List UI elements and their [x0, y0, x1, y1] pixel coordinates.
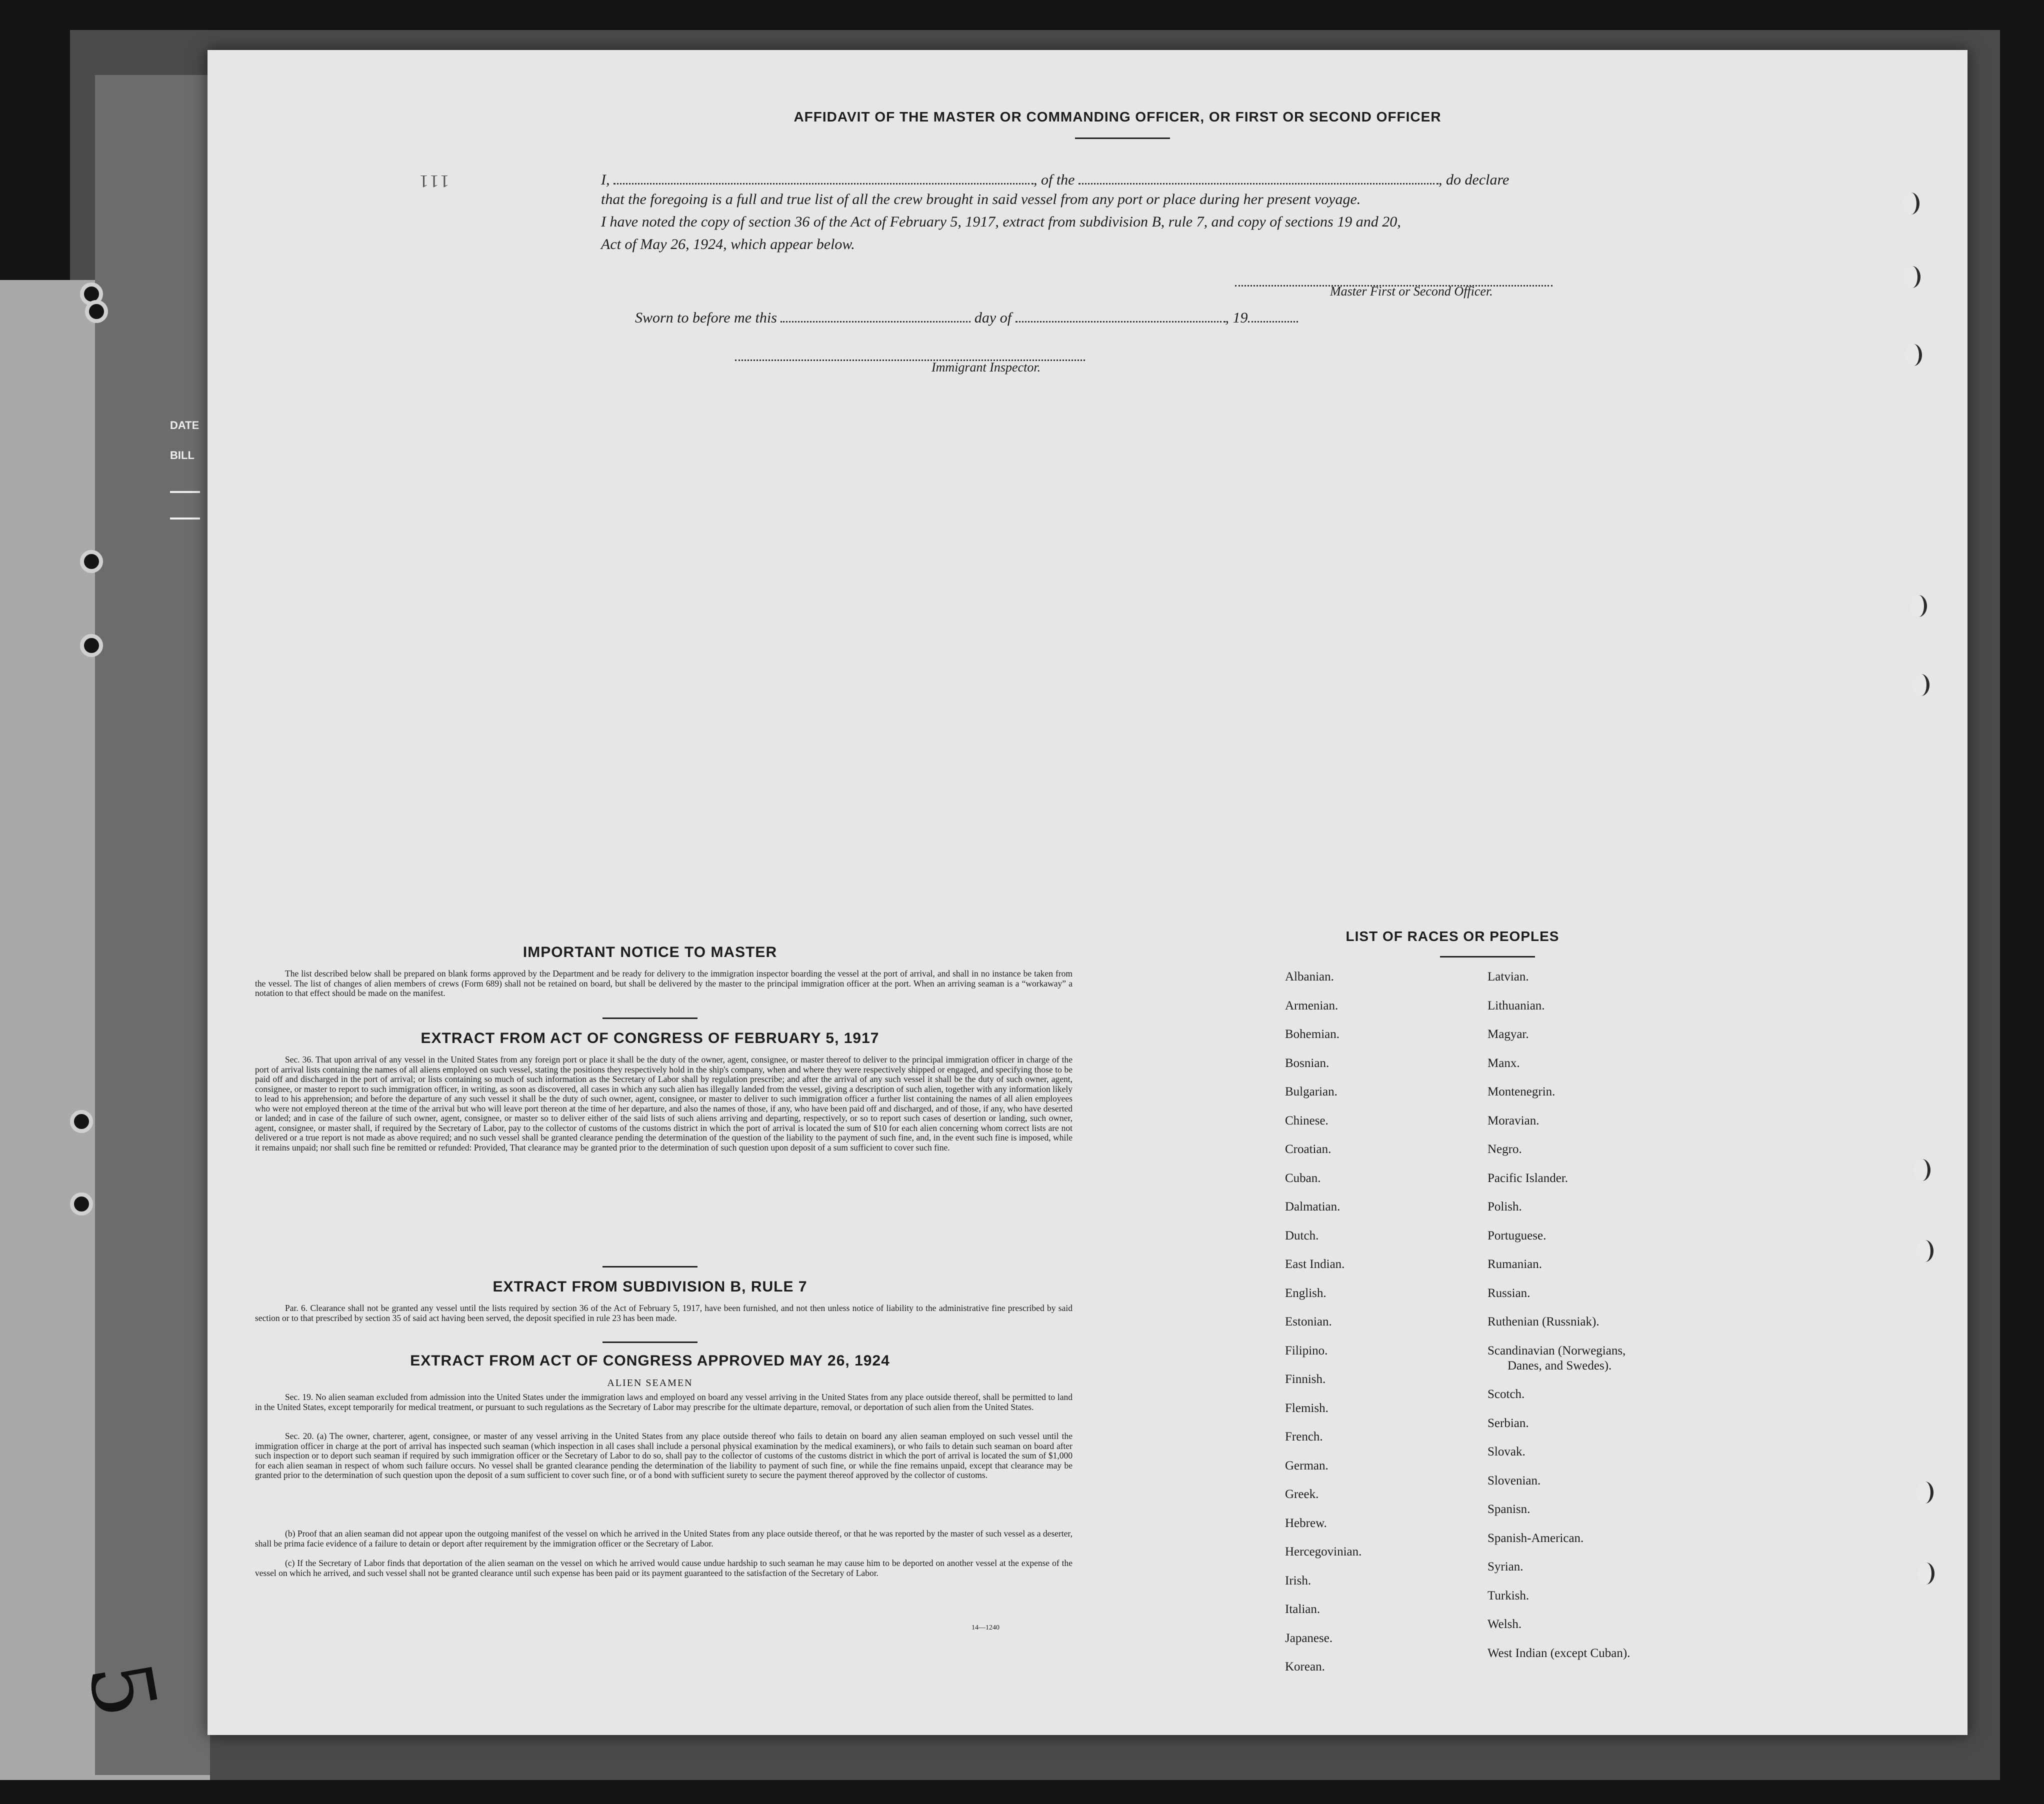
race-entry: Polish. [1488, 1200, 1522, 1214]
races-title-rule [1440, 956, 1535, 958]
race-entry: Flemish. [1285, 1401, 1328, 1415]
binder-hole [1904, 266, 1920, 288]
race-entry: Negro. [1488, 1142, 1522, 1156]
declaration-of: , of the [1034, 172, 1075, 188]
race-entry: Rumanian. [1488, 1258, 1542, 1271]
side-tab-label-1: DATE [170, 419, 200, 432]
race-entry: Syrian. [1488, 1560, 1524, 1574]
race-entry: Croatian. [1285, 1142, 1332, 1156]
race-entry: Japanese. [1285, 1631, 1333, 1645]
race-entry: Spanish-American. [1488, 1531, 1584, 1545]
notice-title: IMPORTANT NOTICE TO MASTER [522, 944, 778, 960]
race-entry: Albanian. [1285, 970, 1334, 984]
race-entry: Cuban. [1285, 1171, 1321, 1185]
sworn-line [635, 306, 1298, 326]
binder-hole [80, 634, 103, 657]
race-entry: Pacific Islander. [1488, 1171, 1568, 1185]
binder-hole [1912, 674, 1930, 696]
race-entry: Estonian. [1285, 1315, 1332, 1328]
race-entry: Armenian. [1285, 998, 1338, 1012]
section-rule [602, 1342, 698, 1343]
affidavit-title: AFFIDAVIT OF THE MASTER OR COMMANDING OFFICER, OR FIRST OR SECOND OFFICER [794, 109, 1442, 124]
binder-hole [1916, 1482, 1934, 1504]
race-entry: Dalmatian. [1285, 1200, 1340, 1214]
affidavit-body-2: I have noted the copy of section 36 of the Act of February 5, 1917, extract from subdivision B, rule 7, and copy of sections 19 and 20, [601, 214, 1401, 230]
binder-hole [1914, 1159, 1930, 1181]
race-entry: Slovak. [1488, 1445, 1526, 1458]
race-entry: East Indian. [1285, 1258, 1345, 1271]
rule7-title: EXTRACT FROM SUBDIVISION B, RULE 7 [492, 1278, 808, 1295]
declaration-end: , do declare [1438, 172, 1510, 188]
race-entry: Hercegovinian. [1285, 1545, 1362, 1558]
race-entry: Bosnian. [1285, 1056, 1330, 1070]
binder-hole [80, 550, 103, 573]
handwritten-page-number: 5 [68, 1654, 176, 1725]
sworn-day-field[interactable] [780, 306, 970, 322]
race-entry: Moravian. [1488, 1114, 1540, 1128]
side-tab-rule [170, 491, 200, 493]
declaration-i: I, [601, 172, 610, 188]
extract-1917-title: EXTRACT FROM ACT OF CONGRESS OF FEBRUARY 5, 1917 [420, 1030, 880, 1046]
race-entry: Magyar. [1488, 1028, 1529, 1041]
races-column-2 [1488, 970, 1630, 1675]
day-of-label: day of [974, 310, 1012, 326]
race-entry: German. [1285, 1458, 1328, 1472]
extract-1917-text: Sec. 36. That upon arrival of any vessel in the United States from any foreign port or place it shall be the duty of the owner, agent, consignee, or master thereof to deliver to the principal immigration officer in charge of the port of arrival lists containing the names of all aliens employed on such vessel, stating the positions they respectively hold in the ship's company, when and where they were respectively shipped or engaged, and specifying those to be paid off and discharged in the port of arrival; or lists containing so much of such information as the Secretary of Labor shall by regulation prescribe; and after the arrival of any such vessel it shall be the duty of such owner, agent, consignee, or master to report to such immigration officer, in writing, as soon as discovered, all cases in which any such alien has illegally landed from the vessel, giving a description of such alien, together with any information likely to lead to his apprehension; and before the departure of any such vessel it shall be the duty of such owner, agent, consignee, or master to deliver to such immigration officer a further list containing the names of all alien employees who were not employed thereon at the time of the arrival but who will leave port thereon at the time of her departure, and also the names of those, if any, who have been paid off and discharged, and of those, if any, who have deserted or landed; and in case of the failure of such owner, agent, consignee, or master so to deliver either of the said lists of such aliens arriving and departing, respectively, or so to report such cases of desertion or landing, such owner, agent, consignee, or master shall, if required by the Secretary of Labor, pay to the collector of customs of the customs district in which the port of arrival is located the sum of $10 for each alien concerning whom correct lists are not delivered or a true report is not made as above required; and no such vessel shall be granted clearance pending the determination of the question of the liability to the payment of such fine, and, in the event such fine is imposed, while it remains unpaid; nor shall such fine be remitted or refunded: Provided, That clearance may be granted prior to the determination of such question upon deposit of a sum sufficient to cover such fine. [255, 1054, 1072, 1152]
race-entry: Korean. [1285, 1660, 1325, 1674]
race-entry: Turkish. [1488, 1588, 1530, 1602]
binder-hole [1916, 1240, 1934, 1262]
races-title: LIST OF RACES OR PEOPLES [1346, 928, 1560, 944]
race-entry: Latvian. [1488, 970, 1529, 984]
race-entry: Scotch. [1488, 1388, 1525, 1401]
race-entry: Welsh. [1488, 1618, 1522, 1631]
race-entry: Manx. [1488, 1056, 1520, 1070]
sworn-month-field[interactable] [1016, 306, 1226, 322]
race-entry: Ruthenian (Russniak). [1488, 1315, 1600, 1328]
name-field[interactable] [614, 168, 1034, 184]
race-entry: Greek. [1285, 1488, 1319, 1501]
race-entry: Spanisn. [1488, 1502, 1530, 1516]
race-entry: Irish. [1285, 1574, 1312, 1588]
extract-1924-sec20a: Sec. 20. (a) The owner, charterer, agent, consignee, or master of any vessel arriving in the United States from any place outside thereof who fails to detain on board any alien seaman employed on such vessel until the immigration officer in charge at the port of arrival has inspected such seaman (which inspection in all cases shall include a personal physical examination by the medical examiners), or who fails to detain such seaman on board after such inspection or to deport such seaman if required by such immigration officer or the Secretary of Labor to do so, shall pay to the collector of customs of the customs district in which the port of arrival is located the sum of $1,000 for each alien seaman in respect of whom such failure occurs. No vessel shall be granted clearance pending the determination of the liability to payment of such fine, or while the fine remains unpaid, except that clearance may be granted prior to the determination of such question upon the deposit of a sum sufficient to cover such fine, or of a bond with sufficient surety to secure the payment thereof approved by the collector of customs. [255, 1431, 1072, 1480]
binder-hole [1902, 192, 1920, 214]
race-entry: Italian. [1285, 1602, 1320, 1616]
sworn-year-field[interactable] [1248, 306, 1298, 322]
extract-1924-sec19: Sec. 19. No alien seaman excluded from admission into the United States under the immigration laws and employed on board any vessel arriving in the United States from any place outside thereof, shall be permitted to land in the United States, except temporarily for medical treatment, or pursuant to such regulations as the Secretary of Labor may prescribe for the ultimate departure, removal, or deportation of such alien from the United States. [255, 1392, 1072, 1412]
race-entry: Dutch. [1285, 1228, 1319, 1242]
race-entry: Hebrew. [1285, 1516, 1327, 1530]
vessel-field[interactable] [1078, 168, 1438, 184]
race-entry: Danes, and Swedes). [1508, 1358, 1612, 1372]
race-entry: Lithuanian. [1488, 998, 1545, 1012]
race-entry: Filipino. [1285, 1344, 1328, 1358]
race-entry: English. [1285, 1286, 1326, 1300]
form-code: 14—1240 [972, 1624, 1000, 1632]
race-entry: Scandinavian (Norwegians, [1488, 1344, 1626, 1358]
race-entry: West Indian (except Cuban). [1488, 1646, 1630, 1660]
signature-label: Master First or Second Officer. [1330, 284, 1493, 298]
binder-hole [1918, 1562, 1934, 1584]
side-tab-label-2: BILL [170, 449, 194, 462]
year-prefix: , 19 [1225, 310, 1248, 326]
declaration-line [601, 168, 1509, 188]
title-rule [1075, 138, 1170, 139]
race-entry: Montenegrin. [1488, 1085, 1556, 1098]
binder-hole [1905, 344, 1922, 366]
race-entry: Slovenian. [1488, 1474, 1541, 1488]
extract-1924-sec20b: (b) Proof that an alien seaman did not appear upon the outgoing manifest of the vessel on which he arrived in the United States from any place outside thereof, or that he was reported by the master of such vessel as a deserter, shall be prima facie evidence of a failure to detain or deport after requirement by the immigration officer or the Secretary of Labor. [255, 1528, 1072, 1548]
rule7-text: Par. 6. Clearance shall not be granted any vessel until the lists required by section 36 of the Act of February 5, 1917, have been furnished, and not then unless notice of liability to the administrative fine prescribed by said section or to that prescribed by section 35 of said act having been served, the deposit specified in rule 23 has been made. [255, 1303, 1072, 1323]
race-entry: French. [1285, 1430, 1323, 1444]
affidavit-body-1: that the foregoing is a full and true list of all the crew brought in said vessel from any port or place during her present voyage. [601, 191, 1361, 208]
race-entry: Finnish. [1285, 1372, 1326, 1386]
binder-hole [85, 300, 108, 323]
race-entry: Serbian. [1488, 1416, 1529, 1430]
inspector-label: Immigrant Inspector. [932, 360, 1041, 374]
races-column-1 [1285, 970, 1362, 1689]
race-entry: Bohemian. [1285, 1028, 1340, 1041]
stamp-number: 111 [418, 172, 450, 192]
section-rule [602, 1018, 698, 1019]
race-entry: Portuguese. [1488, 1228, 1546, 1242]
side-tab-rule [170, 518, 200, 520]
section-rule [602, 1266, 698, 1268]
manifest-sheet [208, 50, 1968, 1735]
binder-hole [70, 1110, 93, 1133]
notice-text: The list described below shall be prepared on blank forms approved by the Department and be ready for delivery to the immigration inspector boarding the vessel at the port of arrival, and shall in no instance be taken from the vessel. The list of changes of alien members of crews (Form 689) shall not be retained on board, but shall be delivered by the master to the principal immigration officer at the port. When an arriving seaman is a “workaway” a notation to that effect should be made on the manifest. [255, 968, 1072, 998]
extract-1924-title: EXTRACT FROM ACT OF CONGRESS APPROVED MAY 26, 1924 [410, 1352, 890, 1369]
race-entry: Bulgarian. [1285, 1085, 1338, 1098]
extract-1924-sec20c: (c) If the Secretary of Labor finds that deportation of the alien seaman on the vessel on which he arrived would cause undue hardship to such seaman he may cause him to be deported on another vessel at the expense of the vessel on which he arrived, and such vessel shall not be granted clearance until such expense has been paid or its payment guaranteed to the satisfaction of the Secretary of Labor. [255, 1558, 1072, 1578]
race-entry: Chinese. [1285, 1114, 1328, 1128]
left-edge-page [95, 75, 210, 1775]
extract-1924-subtitle: ALIEN SEAMEN [607, 1378, 693, 1388]
sworn-label: Sworn to before me this [635, 310, 777, 326]
binder-hole [1910, 595, 1927, 617]
race-entry: Russian. [1488, 1286, 1530, 1300]
binder-hole [70, 1192, 93, 1216]
affidavit-body-3: Act of May 26, 1924, which appear below. [601, 236, 855, 252]
